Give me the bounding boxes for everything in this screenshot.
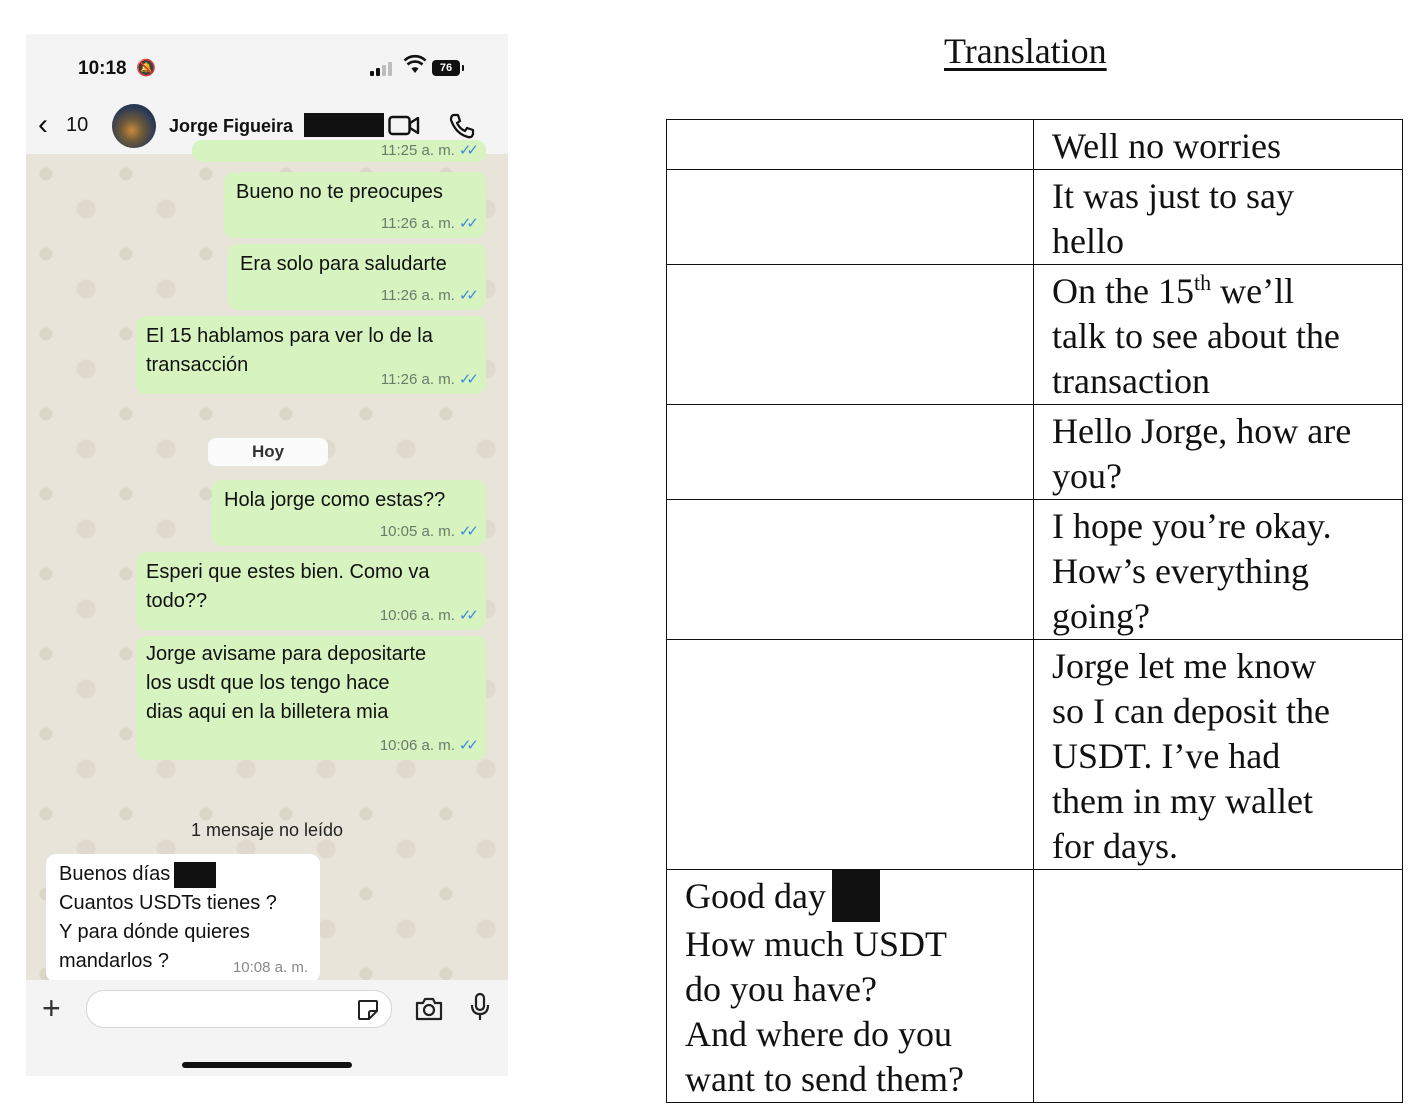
translation-text: Good day [685,876,826,916]
original-cell [667,500,1034,640]
message-time: 10:06 a. m. [379,737,455,754]
message-text-line: mandarlos ? [59,950,170,972]
message-text-line: Buenos días [59,863,171,885]
message-bubble[interactable] [224,172,486,238]
message-bubble[interactable] [212,480,486,546]
message-input[interactable] [86,990,392,1028]
message-text-line: Y para dónde quieres [59,921,250,943]
day-separator: Hoy [208,438,328,466]
status-bar [26,34,508,104]
sticker-icon[interactable] [356,998,380,1027]
wifi-icon [404,56,426,80]
message-time: 11:26 a. m. [380,215,455,232]
signal-icon [370,60,394,76]
microphone-icon[interactable] [470,992,490,1027]
message-text: Jorge avisame para depositarte los usdt que los tengo hace dias aqui en la billetera mia [146,643,427,723]
original-cell [667,405,1034,500]
message-composer [26,980,508,1076]
read-ticks-icon: ✓✓ [458,287,474,304]
translation-cell: It was just to say hello [1034,170,1403,265]
message-time: 11:26 a. m. [380,371,455,388]
read-ticks-icon: ✓✓ [458,523,474,540]
original-cell [667,640,1034,870]
ordinal-suffix: th [1193,270,1212,295]
translation-table [666,119,1403,1103]
message-bubble[interactable] [136,316,486,394]
message-time: 10:06 a. m. [379,607,455,624]
redaction-box [174,862,216,888]
read-ticks-icon: ✓✓ [458,607,474,624]
back-unread-count[interactable]: 10 [66,114,89,136]
table-row [667,265,1403,405]
translation-cell: Jorge let me know so I can deposit the USDT. I’ve had them in my wallet for days. [1034,640,1403,870]
read-ticks-icon: ✓✓ [458,737,474,754]
unread-messages-label: 1 mensaje no leído [190,820,344,840]
translation-text: On the 15 [1052,271,1194,311]
plus-icon[interactable]: + [42,990,61,1026]
table-row [667,640,1403,870]
redaction-box [304,113,384,137]
read-ticks-icon: ✓✓ [458,371,474,388]
status-time: 10:18 [78,58,127,79]
original-cell [667,120,1034,170]
message-text: Esperi que estes bien. Como va todo?? [146,561,430,612]
contact-name[interactable]: Jorge Figueira [169,116,294,136]
translation-title: Translation [944,31,1107,71]
home-indicator [182,1062,352,1068]
message-bubble[interactable] [136,636,486,760]
battery-icon: 76 [432,60,460,76]
original-cell [1034,870,1403,1103]
message-text: El 15 hablamos para ver lo de la transacción [146,325,433,376]
message-text: Hola jorge como estas?? [224,489,446,511]
message-text: Era solo para saludarte [240,253,447,275]
message-text-line: Cuantos USDTs tienes ? [59,892,277,914]
video-call-icon[interactable] [388,115,420,142]
translation-cell: Well no worries [1034,120,1403,170]
redaction-box [832,870,880,922]
table-row [667,500,1403,640]
table-row [667,120,1403,170]
bell-muted-icon: 🔕 [136,60,156,77]
chat-area[interactable] [26,142,508,980]
table-row [667,870,1403,1103]
read-ticks-icon: ✓✓ [458,142,474,159]
message-time: 11:25 a. m. [380,142,455,159]
avatar[interactable] [112,104,156,148]
message-text: Bueno no te preocupes [236,181,443,203]
translation-cell: I hope you’re okay. How’s everything going? [1034,500,1403,640]
message-time: 10:05 a. m. [379,523,455,540]
incoming-message-bubble[interactable] [46,854,320,982]
message-bubble-partial[interactable] [192,140,486,162]
message-time: 10:08 a. m. [232,959,308,976]
translation-text: we’ll talk to see about the transaction [1052,271,1340,401]
message-bubble[interactable] [136,552,486,630]
chevron-left-icon[interactable]: ‹ [38,108,48,141]
original-cell [667,265,1034,405]
phone-screenshot [26,34,508,1076]
original-cell [667,170,1034,265]
message-bubble[interactable] [228,244,486,310]
translation-cell [667,870,1034,1103]
message-time: 11:26 a. m. [380,287,455,304]
table-row [667,405,1403,500]
translation-cell [1034,265,1403,405]
table-row [667,170,1403,265]
camera-icon[interactable] [414,996,444,1027]
read-ticks-icon: ✓✓ [458,215,474,232]
translation-text: How much USDT do you have? And where do you want to send them? [685,924,964,1099]
translation-cell: Hello Jorge, how are you? [1034,405,1403,500]
